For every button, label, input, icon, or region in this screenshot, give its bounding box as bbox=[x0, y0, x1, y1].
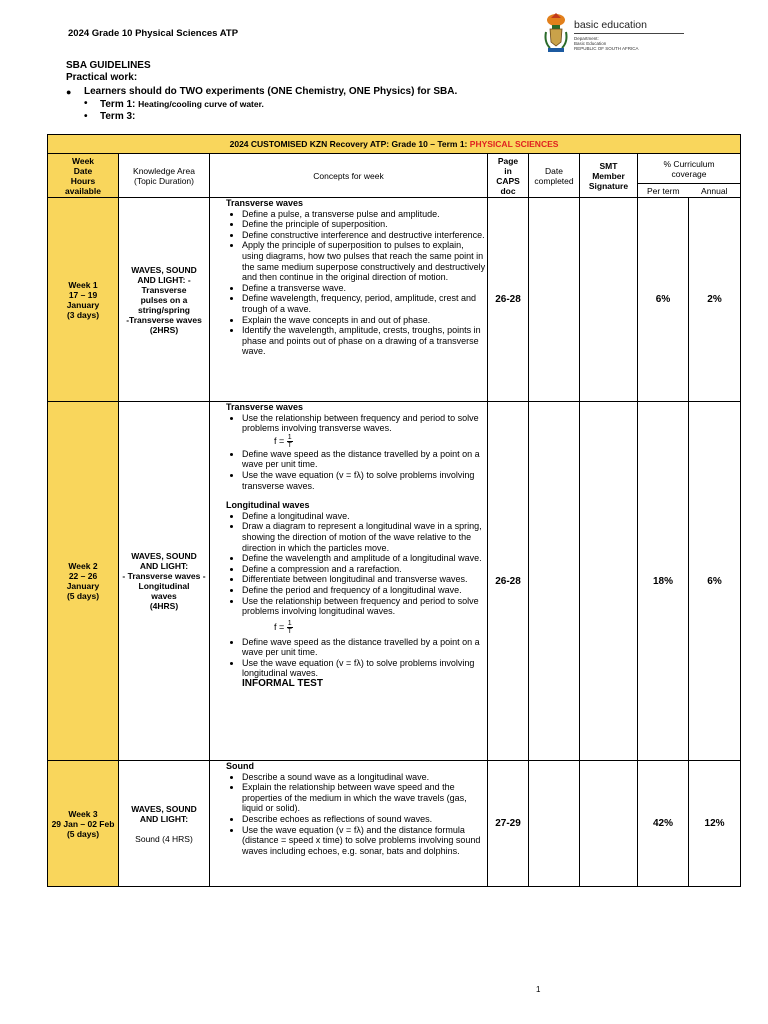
per-term-cell: 6% bbox=[638, 198, 689, 402]
header-smt-line: Signature bbox=[588, 180, 629, 191]
annual-cell: 6% bbox=[689, 402, 741, 761]
week-line: Week 2 bbox=[68, 561, 98, 571]
concepts-cell bbox=[210, 761, 488, 887]
knowledge-line: (2HRS) bbox=[149, 324, 179, 335]
concept-list bbox=[226, 511, 487, 617]
list-item: • Draw a diagram to represent a longitudinal wave in a spring, showing the direction of motion of the wave relative to the direction in which the particles move. bbox=[242, 521, 487, 553]
informal-test-label: INFORMAL TEST bbox=[242, 678, 323, 690]
formula-denominator: T bbox=[287, 441, 292, 449]
logo-line-1: Department: bbox=[574, 36, 599, 41]
knowledge-line: AND LIGHT: bbox=[139, 561, 189, 571]
term3-label: Term 3: bbox=[100, 111, 136, 122]
header-annual: Annual bbox=[689, 184, 741, 198]
concept-list bbox=[226, 449, 487, 491]
week-cell bbox=[48, 402, 119, 761]
list-item: • Define a transverse wave. bbox=[242, 283, 487, 294]
list-item: • Describe echoes as reflections of sound waves. bbox=[242, 814, 487, 825]
table-row bbox=[48, 198, 741, 402]
sba-term1 bbox=[66, 98, 457, 111]
header-week-line: available bbox=[65, 185, 101, 196]
week-line: January bbox=[66, 299, 100, 310]
list-item: • Use the wave equation (v = fλ) to solve problems involving transverse waves. bbox=[242, 470, 487, 491]
formula-frequency-period bbox=[226, 434, 487, 449]
list-item: • Use the wave equation (v = fλ) to solve problems involving longitudinal waves. bbox=[242, 658, 487, 679]
formula-numerator: 1 bbox=[287, 619, 292, 627]
header-page-line: Page bbox=[497, 155, 519, 166]
header-knowledge-line: (Topic Duration) bbox=[134, 175, 194, 186]
list-item: • Define a longitudinal wave. bbox=[242, 511, 487, 522]
header-week-line: Date bbox=[73, 165, 93, 176]
header-knowledge bbox=[119, 154, 210, 198]
list-item: • Explain the relationship between wave speed and the properties of the medium in which the wave travels (gas, liquid or solid). bbox=[242, 782, 487, 814]
page-cell: 26-28 bbox=[488, 402, 529, 761]
sba-subheading: Practical work: bbox=[66, 72, 138, 83]
knowledge-line: Sound (4 HRS) bbox=[135, 833, 193, 844]
section-heading: Transverse waves bbox=[226, 402, 304, 412]
logo-name: basic education bbox=[574, 19, 647, 31]
knowledge-line: -Transverse waves bbox=[126, 314, 202, 325]
concept-list bbox=[226, 209, 487, 357]
header-smt-line: Member bbox=[592, 170, 625, 181]
smt-signature-cell[interactable] bbox=[580, 761, 638, 887]
list-item: • Use the relationship between frequency and period to solve problems involving transverse waves. bbox=[242, 413, 487, 434]
knowledge-line: string/spring bbox=[138, 304, 190, 315]
header-date-line: Date bbox=[545, 165, 563, 176]
date-completed-cell[interactable] bbox=[529, 761, 580, 887]
concepts-cell bbox=[210, 402, 488, 761]
list-item: • Define the principle of superposition. bbox=[242, 219, 487, 230]
header-coverage-line: coverage bbox=[671, 168, 707, 179]
annual-cell: 2% bbox=[689, 198, 741, 402]
list-item: • Define a pulse, a transverse pulse and amplitude. bbox=[242, 209, 487, 220]
week-line: Week 1 bbox=[68, 279, 98, 290]
formula-fraction bbox=[287, 620, 293, 635]
logo-divider bbox=[574, 33, 684, 34]
week-line: (3 days) bbox=[66, 309, 100, 320]
page-cell: 26-28 bbox=[488, 198, 529, 402]
page-title: 2024 Grade 10 Physical Sciences ATP bbox=[68, 28, 239, 39]
page-cell: 27-29 bbox=[488, 761, 529, 887]
page-number: 1 bbox=[536, 985, 541, 994]
table-row bbox=[48, 402, 741, 761]
sba-guidelines bbox=[66, 60, 457, 123]
week-line: 17 – 19 bbox=[68, 289, 98, 300]
knowledge-cell bbox=[119, 761, 210, 887]
per-term-cell: 42% bbox=[638, 761, 689, 887]
sba-list bbox=[66, 86, 457, 123]
list-item: • Use the wave equation (v = fλ) and the distance formula (distance = speed x time) to solve problems involving sound waves including echoes, e.g. sonar, bats and dolphins. bbox=[242, 825, 487, 857]
header-smt-line: SMT bbox=[599, 160, 618, 171]
week-line: Week 3 bbox=[68, 808, 98, 819]
week-cell bbox=[48, 761, 119, 887]
week-line: (5 days) bbox=[66, 828, 100, 839]
table-title-subject: PHYSICAL SCIENCES bbox=[469, 139, 559, 149]
table-row bbox=[48, 761, 741, 887]
header-date-completed bbox=[529, 154, 580, 198]
week-line: January bbox=[66, 581, 100, 591]
formula-fraction bbox=[287, 434, 293, 449]
list-item: • Explain the wave concepts in and out of phase. bbox=[242, 315, 487, 326]
formula-frequency-period bbox=[226, 617, 487, 637]
smt-signature-cell[interactable] bbox=[580, 198, 638, 402]
header-page-line: in bbox=[504, 165, 512, 176]
section-heading: Transverse waves bbox=[226, 198, 304, 208]
knowledge-line: (4HRS) bbox=[149, 601, 179, 611]
term1-label: Term 1: bbox=[100, 99, 136, 110]
header-page-line: CAPS bbox=[496, 175, 520, 186]
header-week bbox=[48, 154, 119, 198]
week-cell bbox=[48, 198, 119, 402]
concept-list bbox=[226, 637, 487, 679]
per-term-cell: 18% bbox=[638, 402, 689, 761]
list-item: • Apply the principle of superposition to pulses to explain, using diagrams, how two pulses that reach the same point in the same medium superpose constructively and destructively and then continue in the original direction of motion. bbox=[242, 240, 487, 282]
knowledge-line: waves bbox=[151, 591, 177, 601]
header-page-line: doc bbox=[500, 185, 516, 196]
sba-term3 bbox=[66, 111, 457, 123]
list-item: • Use the relationship between frequency and period to solve problems involving longitudinal waves. bbox=[242, 596, 487, 617]
list-item: • Define wavelength, frequency, period, amplitude, crest and trough of a wave. bbox=[242, 293, 487, 314]
section-heading: Sound bbox=[226, 761, 254, 771]
formula-numerator: 1 bbox=[287, 433, 292, 441]
header-week-line: Week bbox=[71, 155, 95, 166]
knowledge-line: pulses on a bbox=[140, 294, 188, 305]
term1-text: Heating/cooling curve of water. bbox=[138, 99, 264, 109]
annual-cell: 12% bbox=[689, 761, 741, 887]
header-page bbox=[488, 154, 529, 198]
header-smt bbox=[580, 154, 638, 198]
list-item: • Define wave speed as the distance travelled by a point on a wave per unit time. bbox=[242, 449, 487, 470]
knowledge-line: AND LIGHT: - bbox=[137, 274, 191, 285]
date-completed-cell[interactable] bbox=[529, 198, 580, 402]
knowledge-line: Transverse bbox=[141, 284, 187, 295]
list-item: • Define the wavelength and amplitude of a longitudinal wave. bbox=[242, 553, 487, 564]
header-concepts: Concepts for week bbox=[210, 154, 488, 198]
list-item: • Define wave speed as the distance travelled by a point on a wave per unit time. bbox=[242, 637, 487, 658]
knowledge-line: AND LIGHT: bbox=[139, 813, 189, 824]
knowledge-line: Longitudinal bbox=[138, 581, 190, 591]
concept-list bbox=[226, 772, 487, 857]
list-item: • Define constructive interference and destructive interference. bbox=[242, 230, 487, 241]
knowledge-line bbox=[119, 824, 209, 834]
week-line: 22 – 26 bbox=[68, 571, 98, 581]
section-heading: Longitudinal waves bbox=[226, 500, 310, 511]
logo-line-3: REPUBLIC OF SOUTH AFRICA bbox=[574, 46, 639, 51]
formula-denominator: T bbox=[287, 627, 292, 635]
list-item: • Identify the wavelength, amplitude, crests, troughs, points in phase and points out of phase on a drawing of a transverse wave. bbox=[242, 325, 487, 357]
coat-of-arms-icon bbox=[542, 12, 570, 54]
department-logo bbox=[542, 12, 692, 56]
header-coverage-line: % Curriculum bbox=[663, 158, 715, 169]
sba-bullet: ● Learners should do TWO experiments (ONE Chemistry, ONE Physics) for SBA. bbox=[66, 86, 457, 98]
header-per-term: Per term bbox=[638, 184, 689, 198]
formula-lhs: f = bbox=[274, 435, 285, 446]
header-week-line: Hours bbox=[70, 175, 96, 186]
table-title bbox=[48, 135, 741, 154]
logo-line-2: Basic Education bbox=[574, 41, 607, 46]
knowledge-cell bbox=[119, 198, 210, 402]
list-item: • Define a compression and a rarefaction. bbox=[242, 564, 487, 575]
list-item: • Describe a sound wave as a longitudinal wave. bbox=[242, 772, 487, 783]
atp-table bbox=[47, 134, 741, 887]
list-item: • Define the period and frequency of a longitudinal wave. bbox=[242, 585, 487, 596]
sba-heading: SBA GUIDELINES bbox=[66, 60, 151, 71]
list-item: • Differentiate between longitudinal and transverse waves. bbox=[242, 574, 487, 585]
knowledge-line: - Transverse waves - bbox=[122, 571, 206, 581]
table-title-prefix: 2024 CUSTOMISED KZN Recovery ATP: Grade 10 – Term 1: bbox=[229, 139, 468, 149]
smt-signature-cell[interactable] bbox=[580, 402, 638, 761]
date-completed-cell[interactable] bbox=[529, 402, 580, 761]
concept-list bbox=[226, 413, 487, 434]
header-date-line: completed bbox=[534, 175, 574, 186]
formula-lhs: f = bbox=[274, 621, 285, 632]
knowledge-line: WAVES, SOUND bbox=[131, 803, 197, 814]
week-line: 29 Jan – 02 Feb bbox=[51, 818, 115, 829]
knowledge-line: WAVES, SOUND bbox=[131, 551, 197, 561]
header-knowledge-line: Knowledge Area bbox=[133, 165, 195, 176]
week-line: (5 days) bbox=[66, 591, 100, 601]
knowledge-cell bbox=[119, 402, 210, 761]
concepts-cell bbox=[210, 198, 488, 402]
knowledge-line: WAVES, SOUND bbox=[131, 264, 197, 275]
header-coverage bbox=[638, 154, 741, 184]
